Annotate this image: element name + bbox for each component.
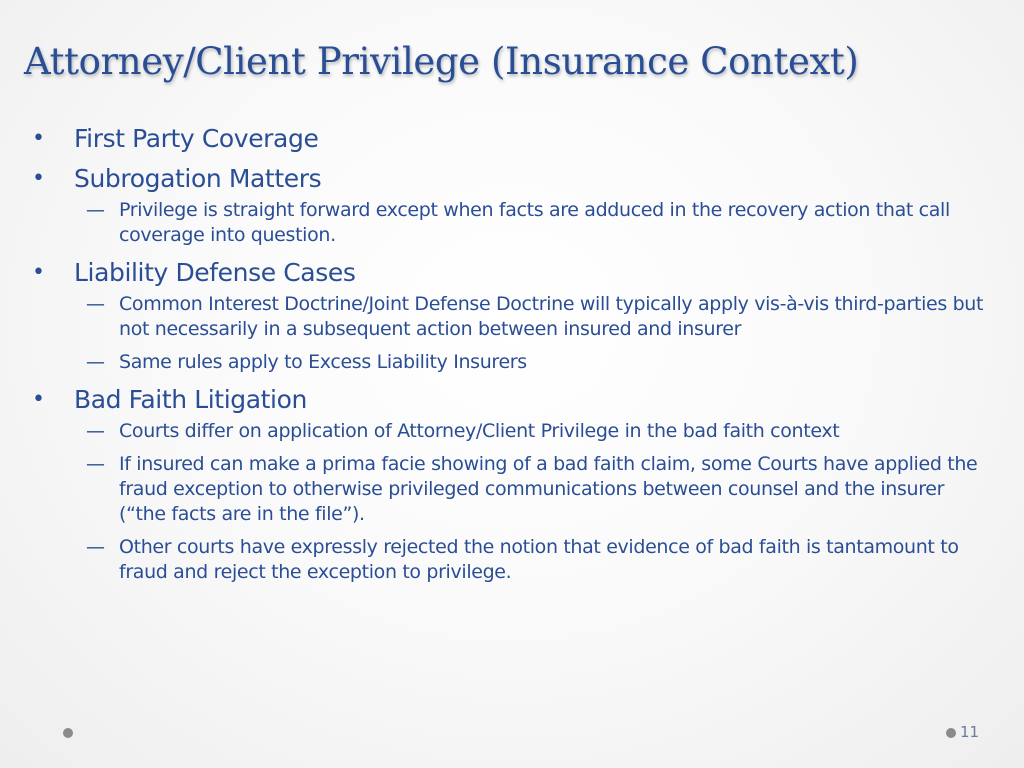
sub-bullet-text: Courts differ on application of Attorney/Client Privilege in the bad faith context	[119, 420, 840, 442]
bullet-icon: •	[32, 387, 45, 412]
bullet-text: Bad Faith Litigation	[74, 385, 307, 414]
slide-title: Attorney/Client Privilege (Insurance Context)	[24, 40, 859, 83]
bullet-item	[28, 383, 988, 417]
sub-bullet-item	[28, 452, 988, 527]
sub-bullet-item	[28, 535, 988, 585]
dash-icon: —	[86, 420, 105, 442]
footer-dot-right-icon	[946, 728, 956, 738]
bullet-item	[28, 256, 988, 290]
bullet-icon: •	[32, 166, 45, 191]
bullet-item	[28, 122, 988, 156]
sub-bullet-item	[28, 419, 988, 444]
sub-bullet-text: Common Interest Doctrine/Joint Defense Doctrine will typically apply vis-à-vis third-parties but not necessarily in a subsequent action between insured and insurer	[119, 293, 984, 340]
bullet-text: Subrogation Matters	[74, 164, 322, 193]
bullet-icon: •	[32, 126, 45, 151]
sub-bullet-text: Privilege is straight forward except when facts are adduced in the recovery action that call coverage into question.	[119, 199, 950, 246]
bullet-item	[28, 162, 988, 196]
dash-icon: —	[86, 453, 105, 475]
sub-bullet-item	[28, 292, 988, 342]
slide-number: 11	[960, 723, 980, 741]
sub-bullet-item	[28, 198, 988, 248]
bullet-text: Liability Defense Cases	[74, 258, 356, 287]
bullet-list	[28, 122, 988, 585]
dash-icon: —	[86, 351, 105, 373]
dash-icon: —	[86, 199, 105, 221]
dash-icon: —	[86, 293, 105, 315]
bullet-icon: •	[32, 260, 45, 285]
dash-icon: —	[86, 536, 105, 558]
sub-bullet-item	[28, 350, 988, 375]
sub-bullet-text: Same rules apply to Excess Liability Insurers	[119, 351, 527, 373]
bullet-text: First Party Coverage	[74, 124, 319, 153]
footer-dot-left-icon	[63, 728, 73, 738]
sub-bullet-text: If insured can make a prima facie showing of a bad faith claim, some Courts have applied the fraud exception to otherwise privileged communications between counsel and the insurer (“the facts are in the file”).	[119, 453, 978, 525]
sub-bullet-text: Other courts have expressly rejected the notion that evidence of bad faith is tantamount to fraud and reject the exception to privilege.	[119, 536, 959, 583]
